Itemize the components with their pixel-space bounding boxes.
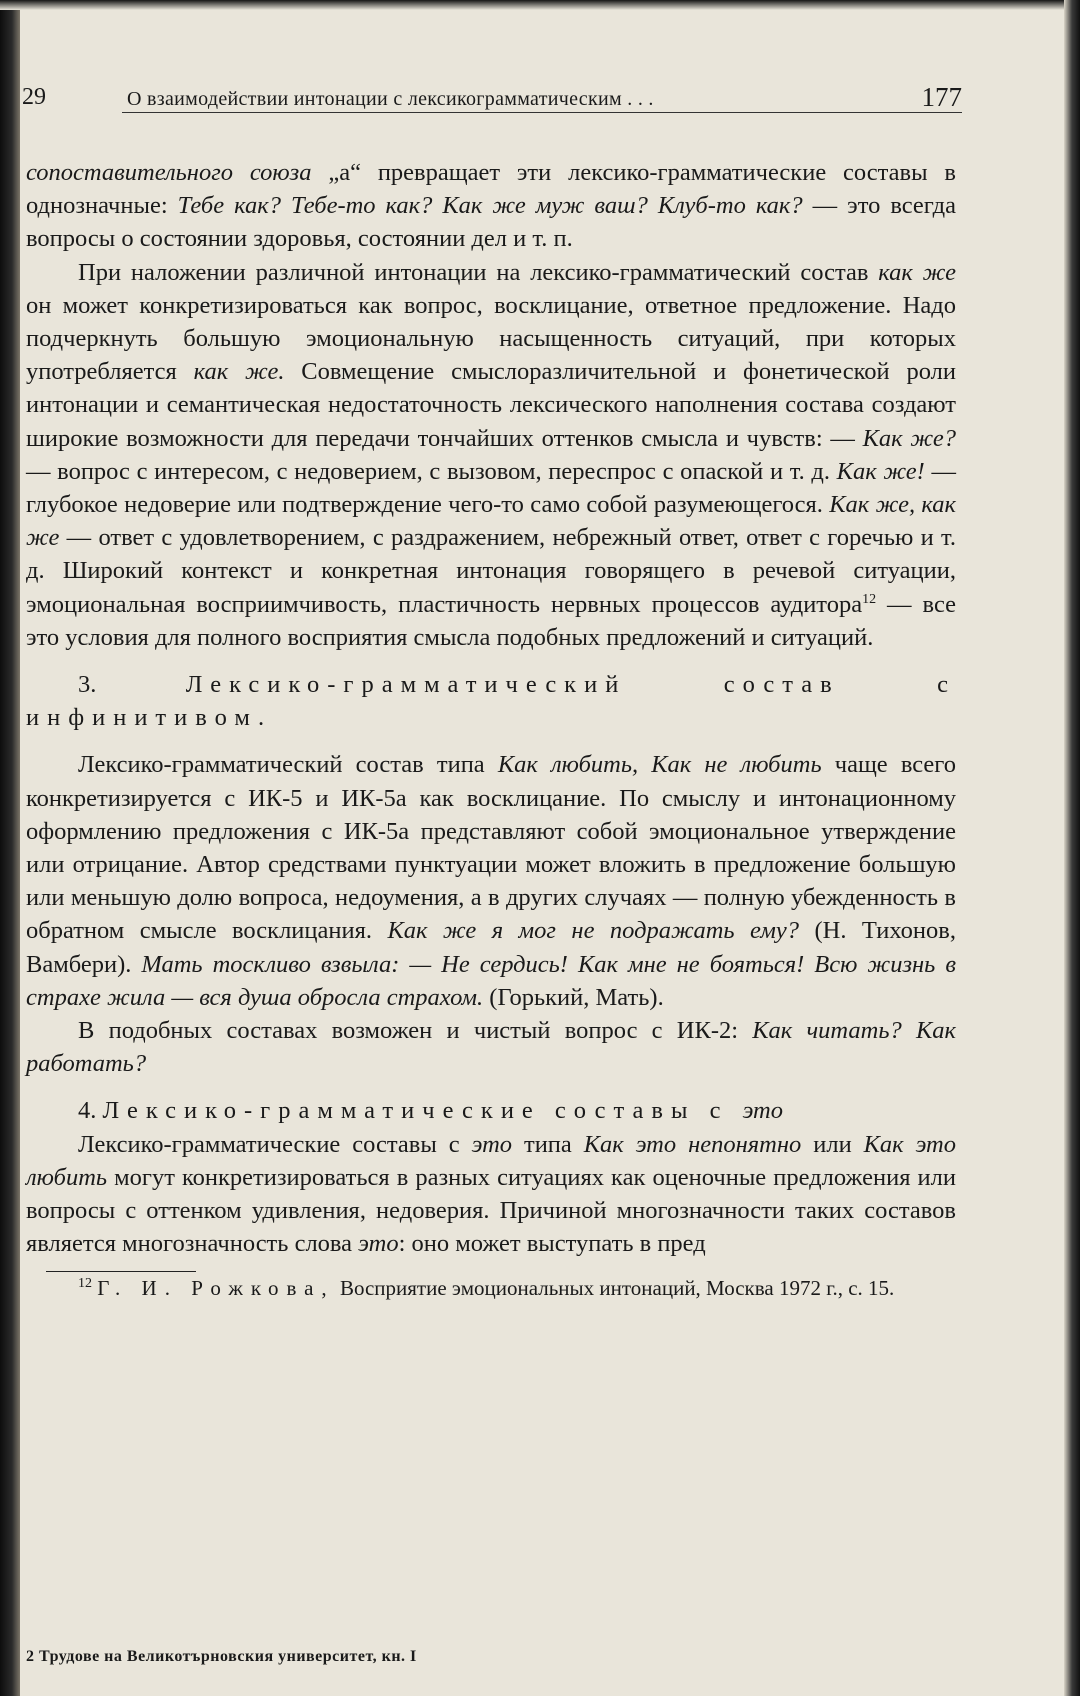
section-heading xyxy=(26,668,956,734)
footnote-marker: 12 xyxy=(862,591,877,607)
text-run: При наложении различной интонации на лексико-грамматический состав xyxy=(78,258,879,286)
header-rule xyxy=(122,112,962,113)
book-binding-shadow xyxy=(0,0,20,1696)
italic-run: как же. xyxy=(193,358,285,386)
text-run: чаще всего конкретизируется с ИК-5 и ИК-5а как восклицание. По смыслу и интонационному оформлению предложения с ИК-5а представляют собой эмоциональное утверждение или отрицание. Автор средствами пунктуации может вложить в предложение большую или меньшую долю вопроса, недоумения, а в других случаях — полную убежденность в обратном смысле восклицания. xyxy=(26,751,956,945)
page-number: 177 xyxy=(921,82,962,112)
text-run: или xyxy=(801,1130,864,1158)
spaced-run: Лексико-грамматические составы с xyxy=(102,1097,743,1125)
text-run: он может конкретизироваться как вопрос, восклицание, ответное предложение. Надо подчеркнуть большую эмоциональную насыщенность ситуаций, при которых употребляется xyxy=(26,291,956,386)
running-header xyxy=(22,78,962,118)
italic-run: как же xyxy=(878,258,956,286)
italic-run: это xyxy=(358,1230,399,1258)
spaced-run: Г. И. Рожкова, xyxy=(97,1275,335,1300)
body-text xyxy=(26,156,956,1303)
italic-run: сопоставительного союза xyxy=(26,159,312,186)
paragraph xyxy=(26,1128,956,1261)
text-run: Лексико-грамматический состав типа xyxy=(78,751,498,779)
italic-run: Как читать? Как работать? xyxy=(26,1017,956,1078)
text-run: В подобных составах возможен и чистый вопрос с ИК-2: xyxy=(78,1017,753,1045)
text-run: типа xyxy=(512,1130,584,1158)
section-heading xyxy=(26,1094,956,1127)
footnote-marker: 12 xyxy=(78,1275,92,1291)
text-run: (Н. Тихонов, Вамбери). xyxy=(26,917,956,978)
text-run: — вопрос с интересом, с недоверием, с вызовом, переспрос с опаской и т. д. xyxy=(26,457,837,485)
italic-run: Как же, как же xyxy=(26,491,956,552)
running-title: О взаимодействии интонации с лексикограмматическим . . . xyxy=(127,88,654,110)
italic-run: Как же? xyxy=(862,424,956,452)
paragraph xyxy=(26,748,956,1014)
text-run: Восприятие эмоциональных интонаций, Москва 1972 г., с. 15. xyxy=(334,1275,895,1300)
italic-run: это xyxy=(471,1130,513,1158)
italic-run: Как любить, Как не любить xyxy=(497,751,822,779)
text-run: : оно может выступать в пред xyxy=(398,1230,706,1258)
footnote-rule xyxy=(46,1271,196,1272)
text-run: — это всегда вопросы о состоянии здоровья, состоянии дел и т. п. xyxy=(26,192,956,253)
right-page-edge xyxy=(1064,0,1080,1696)
paragraph xyxy=(26,156,956,256)
text-run: Лексико-грамматические составы с xyxy=(78,1130,472,1158)
footnote xyxy=(26,1274,956,1303)
signature-line: 2 Трудове на Великотърновския университет, кн. I xyxy=(26,1648,417,1665)
text-run: „а“ превращает эти лексико-грамматические составы в однозначные: xyxy=(26,159,956,220)
text-run: 3. xyxy=(78,671,186,699)
section-number: 29 xyxy=(22,84,46,110)
italic-run: это xyxy=(742,1097,784,1125)
text-run: — глубокое недоверие или подтверждение чего-то само собой разумеющегося. xyxy=(26,457,957,519)
spaced-run: Лексико-грамматический состав с инфинитивом. xyxy=(26,671,957,732)
italic-run: Как же! xyxy=(836,457,925,485)
text-run: Совмещение смыслоразличительной и фонетической роли интонации и семантическая недостаточность лексического наполнения состава создают широкие возможности для передачи тончайших оттенков смысла и чувств: — xyxy=(26,358,957,452)
paragraph xyxy=(26,1014,956,1080)
top-page-edge xyxy=(0,0,1080,10)
italic-run: Как это любить xyxy=(26,1130,957,1191)
text-run: — все это условия для полного восприятия смысла подобных предложений и ситуаций. xyxy=(26,590,956,651)
text-run: 4. xyxy=(78,1097,103,1125)
italic-run: Тебе как? Тебе-то как? Как же муж ваш? Клуб-то как? xyxy=(177,192,803,220)
italic-run: Как же я мог не подражать ему? xyxy=(387,917,800,945)
italic-run: Мать тоскливо взвыла: — Не сердись! Как мне не бояться! Всю жизнь в страхе жила — вся душа обросла страхом. xyxy=(26,950,956,1011)
italic-run: Как это непонятно xyxy=(583,1130,802,1158)
text-run: (Горький, Мать). xyxy=(483,983,664,1011)
text-run: — ответ с удовлетворением, с раздражением, небрежный ответ, ответ с горечью и т. д. Широкий контекст и конкретная интонация говорящего в речевой ситуации, эмоциональная восприимчивость, пластичность нервных процессов аудитора xyxy=(26,524,956,618)
paragraph xyxy=(26,256,956,654)
text-run: могут конкретизироваться в разных ситуациях как оценочные предложения или вопросы с оттенком удивления, недоверия. Причиной многозначности таких составов является многозначность слова xyxy=(26,1163,956,1258)
